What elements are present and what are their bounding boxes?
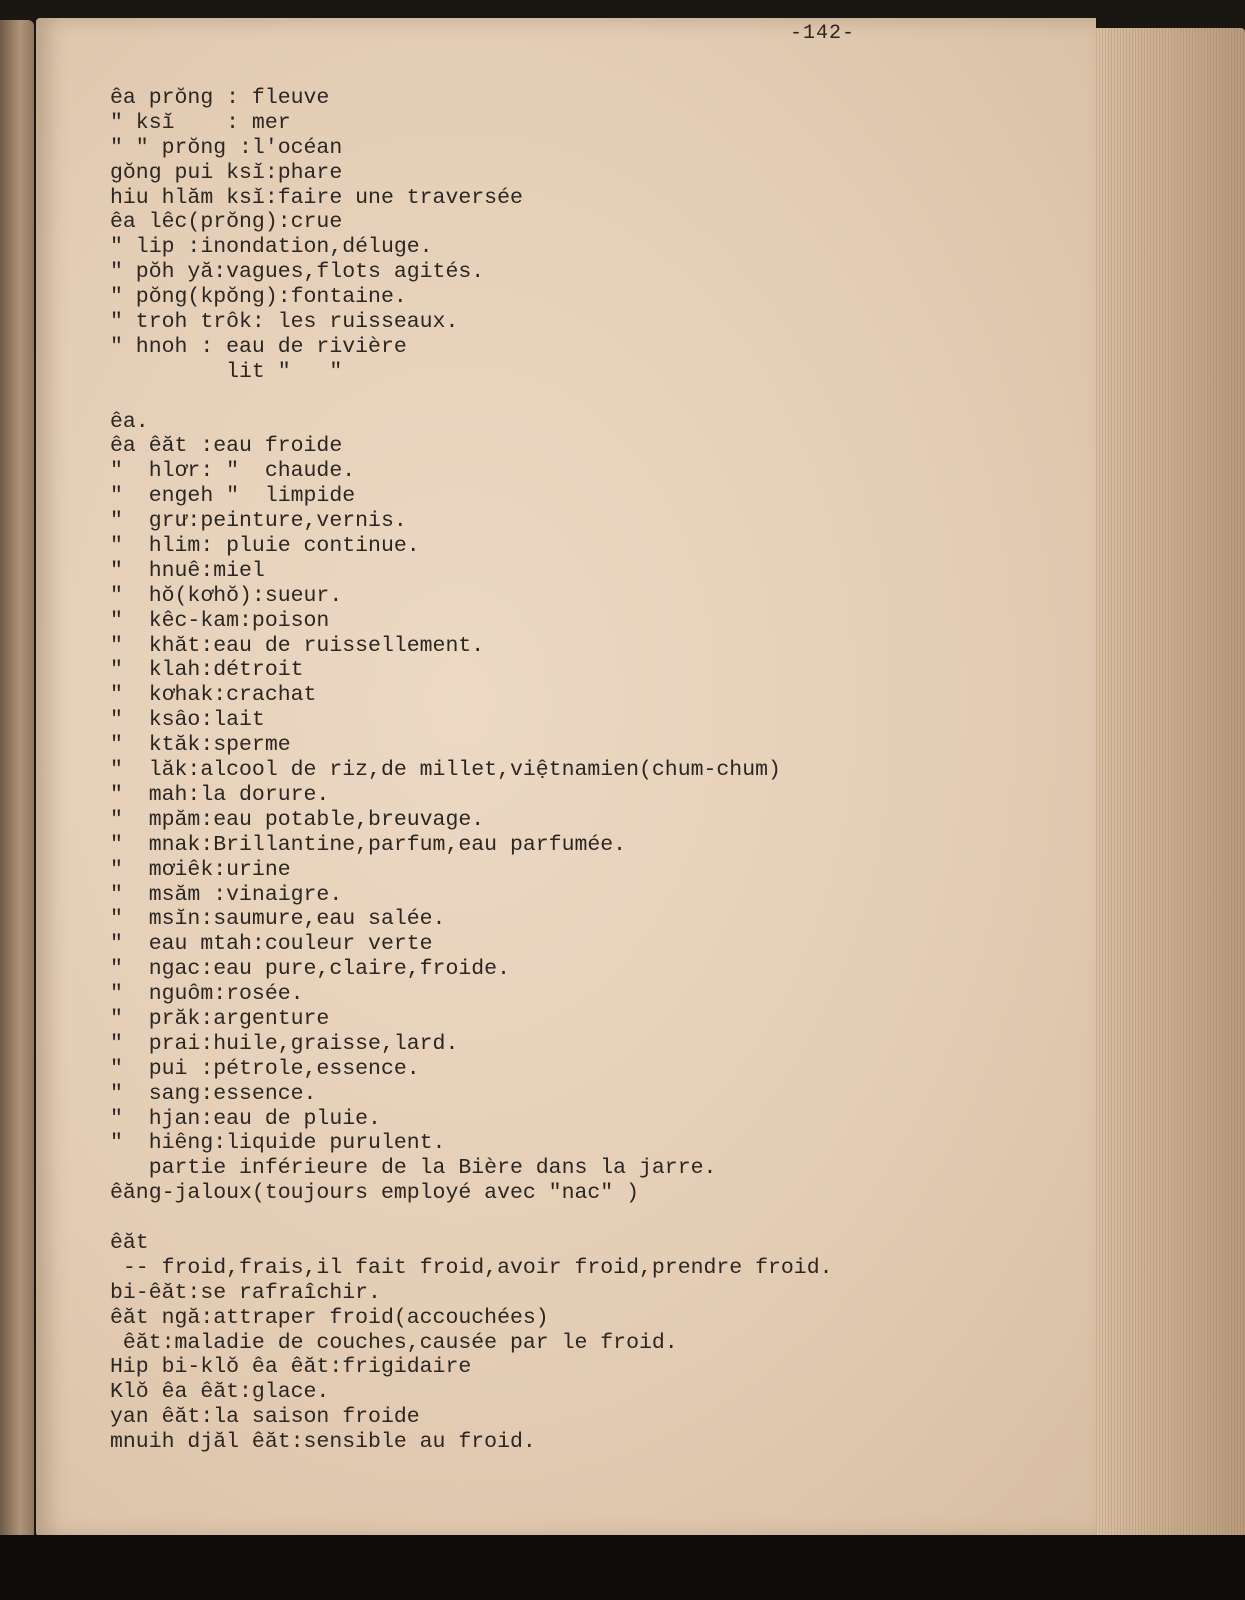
entry-line: " hlơr: " chaude. [110, 459, 356, 484]
entry-line [110, 1206, 1070, 1231]
entry-line [110, 385, 1070, 410]
entry-line: hiu hlăm ksĭ:faire une traversée [110, 185, 523, 210]
entry-line: " hjan:eau de pluie. [110, 1106, 381, 1131]
entry-line: " lip :inondation,déluge. [110, 235, 433, 260]
facing-page-edge [0, 20, 34, 1540]
entry-line: " lăk:alcool de riz,de millet,việtnamien(chum-chum) [110, 758, 781, 783]
entry-line: " msăm :vinaigre. [110, 882, 343, 907]
entry-line: " msĭn:saumure,eau salée. [110, 907, 446, 932]
entry-line: bi-êăt:se rafraîchir. [110, 1280, 381, 1305]
entry-line: Hip bi-klŏ êa êăt:frigidaire [110, 1355, 472, 1380]
entry-line: " ktăk:sperme [110, 733, 291, 758]
entry-line: êăt:maladie de couches,causée par le froid. [110, 1330, 678, 1355]
page-number: -142- [790, 22, 856, 45]
entry-line: " troh trôk: les ruisseaux. [110, 310, 459, 335]
entry-line: êa prŏng : fleuve [110, 86, 330, 110]
entry-line: " hiêng:liquide purulent. [110, 1131, 446, 1156]
entry-line: êăng-jaloux(toujours employé avec "nac" ) [110, 1181, 639, 1206]
entry-line: Klŏ êa êăt:glace. [110, 1380, 330, 1405]
entry-line: " nguôm:rosée. [110, 982, 304, 1007]
entry-line: " eau mtah:couleur verte [110, 932, 433, 957]
entry-line: -- froid,frais,il fait froid,avoir froid,prendre froid. [110, 1255, 833, 1280]
entry-line: " hnoh : eau de rivière [110, 334, 407, 359]
entry-line: " prai:huile,graisse,lard. [110, 1031, 459, 1056]
entry-line: " mnak:Brillantine,parfum,eau parfumée. [110, 832, 627, 857]
entry-line: " mpăm:eau potable,breuvage. [110, 807, 485, 832]
entry-line: êa êăt :eau froide [110, 434, 343, 459]
entry-line: êăt ngă:attraper froid(accouchées) [110, 1305, 549, 1330]
entry-line: " sang:essence. [110, 1081, 317, 1106]
entry-line: " pŏh yă:vagues,flots agités. [110, 260, 485, 285]
entry-line: " ksĭ : mer [110, 110, 291, 135]
entry-line: êa lêc(prŏng):crue [110, 210, 343, 235]
entry-line: lit " " [110, 359, 343, 384]
entry-line: " engeh " limpide [110, 484, 356, 509]
entry-line: " hŏ(kơhŏ):sueur. [110, 583, 343, 608]
entry-line: " pui :pétrole,essence. [110, 1056, 420, 1081]
entry-line: " ngac:eau pure,claire,froide. [110, 957, 510, 982]
entry-line: " mơiêk:urine [110, 857, 291, 882]
entry-line: êăt [110, 1230, 149, 1255]
entry-line: yan êăt:la saison froide [110, 1405, 420, 1430]
page-stack-edge [1096, 28, 1245, 1538]
entry-line: " prăk:argenture [110, 1006, 330, 1031]
entry-line: " hlim: pluie continue. [110, 534, 420, 559]
entry-line: " hnuê:miel [110, 558, 265, 583]
dictionary-entries [110, 86, 1070, 1455]
entry-line: mnuih djăl êăt:sensible au froid. [110, 1430, 536, 1455]
background-shadow [0, 1535, 1245, 1600]
entry-line: " mah:la dorure. [110, 782, 330, 807]
entry-line: " klah:détroit [110, 658, 304, 683]
entry-line: partie inférieure de la Bière dans la jarre. [110, 1156, 717, 1181]
entry-line: gŏng pui ksĭ:phare [110, 160, 343, 185]
entry-line: êa. [110, 409, 149, 434]
entry-line: " ksâo:lait [110, 708, 265, 733]
entry-line: " kêc-kam:poison [110, 608, 330, 633]
entry-line: " pŏng(kpŏng):fontaine. [110, 285, 407, 310]
entry-line: " khăt:eau de ruissellement. [110, 633, 485, 658]
entry-line: " grư:peinture,vernis. [110, 509, 407, 534]
entry-line: " " prŏng :l'océan [110, 135, 343, 160]
entry-line: " kơhak:crachat [110, 683, 317, 708]
